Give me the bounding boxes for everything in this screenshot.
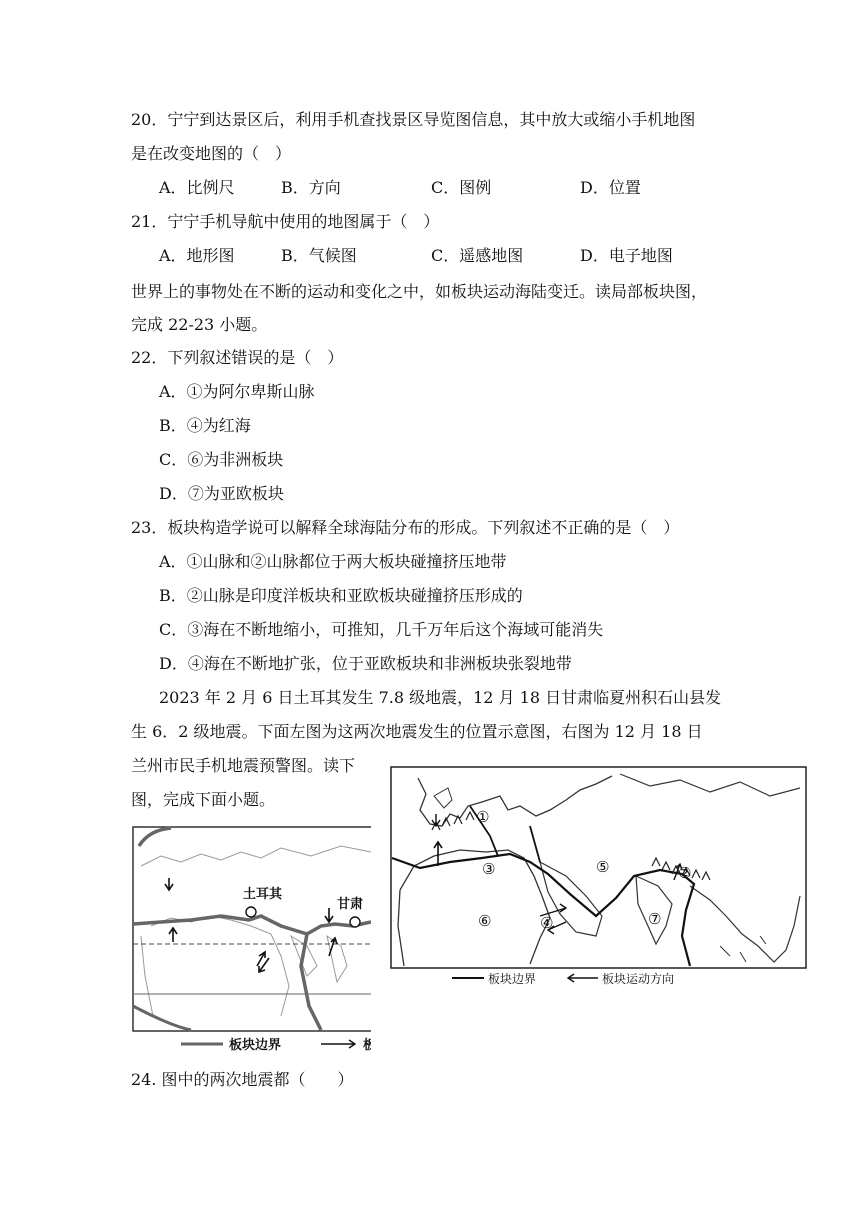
intro-quake-line4: 图，完成下面小题。 xyxy=(131,790,276,809)
q23-option-d[interactable]: D．④海在不断地扩张，位于亚欧板块和非洲板块张裂地带 xyxy=(159,654,572,673)
q22-option-d[interactable]: D．⑦为亚欧板块 xyxy=(159,484,284,503)
marker-6: ⑥ xyxy=(478,912,492,930)
q21-option-b[interactable]: B．气候图 xyxy=(281,246,357,265)
q23-option-a[interactable]: A．①山脉和②山脉都位于两大板块碰撞挤压地带 xyxy=(159,552,507,571)
q22-stem: 22．下列叙述错误的是（ ） xyxy=(131,348,344,367)
q20-option-a[interactable]: A．比例尺 xyxy=(159,178,235,197)
intro-plates-line2: 完成 22-23 小题。 xyxy=(131,315,268,334)
quake-map-figure xyxy=(131,826,377,1056)
q23-option-b[interactable]: B．②山脉是印度洋板块和亚欧板块碰撞挤压形成的 xyxy=(159,586,523,605)
q24-stem: 24. 图中的两次地震都（ ） xyxy=(131,1070,354,1089)
marker-7: ⑦ xyxy=(648,910,662,928)
left-legend-boundary: 板块边界 xyxy=(229,1038,282,1053)
intro-quake-line2: 生 6．2 级地震。下面左图为这两次地震发生的位置示意图，右图为 12 月 18 日 xyxy=(131,722,703,741)
q21-option-c[interactable]: C．遥感地图 xyxy=(431,246,524,265)
intro-quake-line1: 2023 年 2 月 6 日土耳其发生 7.8 级地震，12 月 18 日甘肃临夏州积石山县发 xyxy=(159,688,722,707)
intro-quake-line3: 兰州市民手机地震预警图。读下 xyxy=(131,756,356,775)
right-legend-boundary: 板块边界 xyxy=(488,972,537,986)
q23-stem: 23．板块构造学说可以解释全球海陆分布的形成。下列叙述不正确的是（ ） xyxy=(131,518,680,537)
marker-4: ④ xyxy=(540,914,554,932)
q20-stem-line1: 20．宁宁到达景区后，利用手机查找景区导览图信息，其中放大或缩小手机地图 xyxy=(131,110,696,129)
intro-plates-line1: 世界上的事物处在不断的运动和变化之中，如板块运动海陆变迁。读局部板块图， xyxy=(131,282,708,301)
marker-2: ② xyxy=(678,864,692,882)
turkey-quake-marker xyxy=(246,907,256,917)
marker-5: ⑤ xyxy=(596,858,610,876)
marker-1: ① xyxy=(476,808,490,826)
plate-map xyxy=(390,766,808,990)
left-legend-motion-partial: 板 xyxy=(363,1038,377,1053)
q22-option-c[interactable]: C．⑥为非洲板块 xyxy=(159,450,284,469)
q22-option-a[interactable]: A．①为阿尔卑斯山脉 xyxy=(159,382,315,401)
q20-option-d[interactable]: D．位置 xyxy=(580,178,641,197)
q20-stem-line2: 是在改变地图的（ ） xyxy=(131,144,292,163)
q20-option-c[interactable]: C．图例 xyxy=(431,178,492,197)
q21-option-a[interactable]: A．地形图 xyxy=(159,246,235,265)
quake-map xyxy=(131,826,377,1056)
q22-option-b[interactable]: B．④为红海 xyxy=(159,416,251,435)
q23-option-c[interactable]: C．③海在不断地缩小，可推知，几千万年后这个海域可能消失 xyxy=(159,620,604,639)
right-legend-motion: 板块运动方向 xyxy=(602,972,675,986)
marker-3: ③ xyxy=(482,860,496,878)
q21-option-d[interactable]: D．电子地图 xyxy=(580,246,673,265)
gansu-quake-marker xyxy=(350,917,360,927)
label-turkey: 土耳其 xyxy=(243,887,283,902)
q20-option-b[interactable]: B．方向 xyxy=(281,178,341,197)
plate-map-figure xyxy=(390,766,808,990)
q21-stem: 21．宁宁手机导航中使用的地图属于（ ） xyxy=(131,212,440,231)
label-gansu: 甘肃 xyxy=(337,897,364,912)
